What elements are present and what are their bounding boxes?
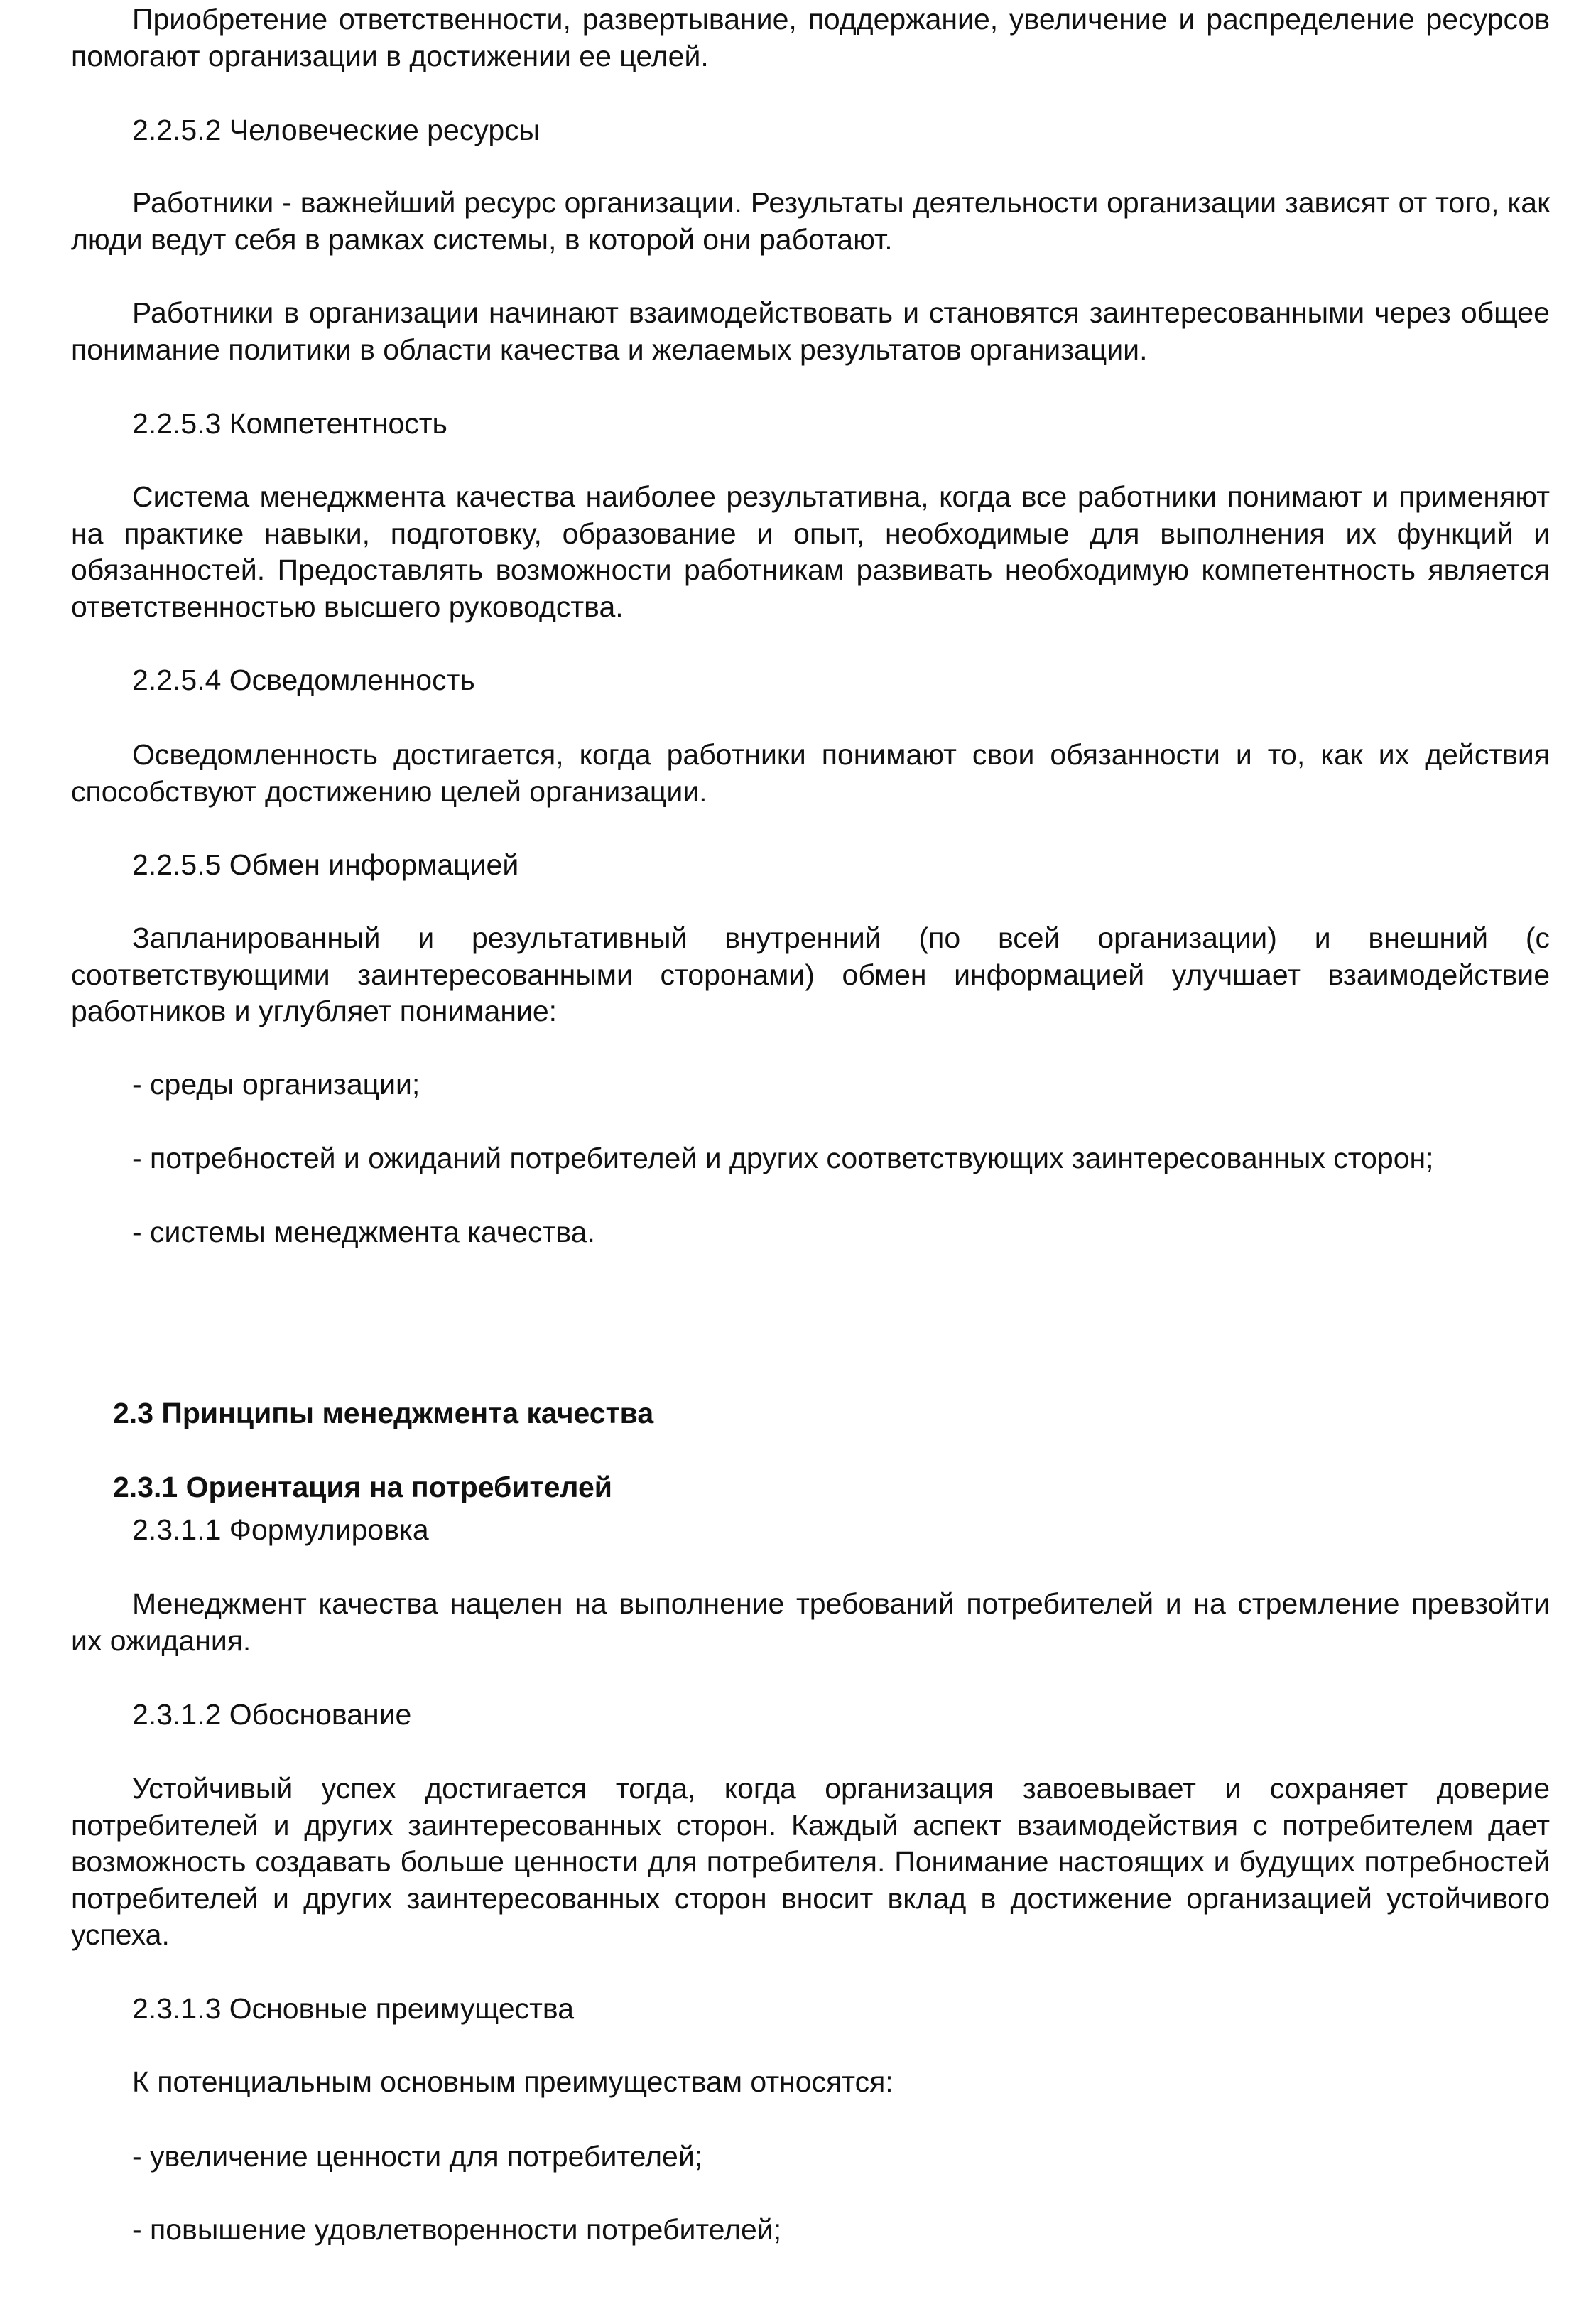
heading-2-3-1-1: 2.3.1.1 Формулировка xyxy=(132,1513,429,1546)
paragraph-employees-2: Работники в организации начинают взаимодействовать и становятся заинтересованными через общее понимание политики в области качества и желаемых результатов организации. xyxy=(71,296,1550,366)
heading-2-2-5-5: 2.2.5.5 Обмен информацией xyxy=(132,848,519,881)
paragraph-resources: Приобретение ответственности, развертывание, поддержание, увеличение и распределение ресурсов помогают организации в достижении ее целей. xyxy=(71,3,1550,72)
list-item: - системы менеджмента качества. xyxy=(132,1216,595,1248)
list-item: - повышение удовлетворенности потребителей; xyxy=(132,2213,782,2246)
list-item: - среды организации; xyxy=(132,1068,420,1101)
paragraph-benefits-intro: К потенциальным основным преимуществам относятся: xyxy=(132,2065,894,2098)
document-page xyxy=(71,0,1550,2324)
heading-2-2-5-3: 2.2.5.3 Компетентность xyxy=(132,407,447,440)
heading-2-3: 2.3 Принципы менеджмента качества xyxy=(113,1397,654,1429)
heading-2-2-5-4: 2.2.5.4 Осведомленность xyxy=(132,664,475,696)
paragraph-rationale: Устойчивый успех достигается тогда, когда организация завоевывает и сохраняет доверие потребителей и других заинтересованных сторон. Каждый аспект взаимодействия с потребителем дает возможность создавать больше ценности для потребителя. Понимание настоящих и будущих потребностей потребителей и других заинтересованных сторон вносит вклад в достижение организацией устойчивого успеха. xyxy=(71,1772,1550,1951)
paragraph-awareness: Осведомленность достигается, когда работники понимают свои обязанности и то, как их действия способствуют достижению целей организации. xyxy=(71,738,1550,808)
list-item: - потребностей и ожиданий потребителей и других соответствующих заинтересованных сторон; xyxy=(132,1142,1434,1174)
heading-2-3-1-3: 2.3.1.3 Основные преимущества xyxy=(132,1992,575,2025)
heading-2-2-5-2: 2.2.5.2 Человеческие ресурсы xyxy=(132,114,541,146)
heading-2-3-1-2: 2.3.1.2 Обоснование xyxy=(132,1698,412,1731)
paragraph-statement: Менеджмент качества нацелен на выполнение требований потребителей и на стремление превзойти их ожидания. xyxy=(71,1587,1550,1657)
list-item: - увеличение ценности для потребителей; xyxy=(132,2140,703,2173)
paragraph-employees-1: Работники - важнейший ресурс организации. Результаты деятельности организации зависят от того, как люди ведут себя в рамках системы, в которой они работают. xyxy=(71,186,1550,256)
heading-2-3-1: 2.3.1 Ориентация на потребителей xyxy=(113,1471,612,1503)
paragraph-communication: Запланированный и результативный внутренний (по всей организации) и внешний (с соответствующими заинтересованными сторонами) обмен информацией улучшает взаимодействие работников и углубляет понимание: xyxy=(71,922,1550,1027)
paragraph-competence: Система менеджмента качества наиболее результативна, когда все работники понимают и применяют на практике навыки, подготовку, образование и опыт, необходимые для выполнения их функций и обязанностей. Предоставлять возможности работникам развивать необходимую компетентность является ответственностью высшего руководства. xyxy=(71,480,1550,623)
